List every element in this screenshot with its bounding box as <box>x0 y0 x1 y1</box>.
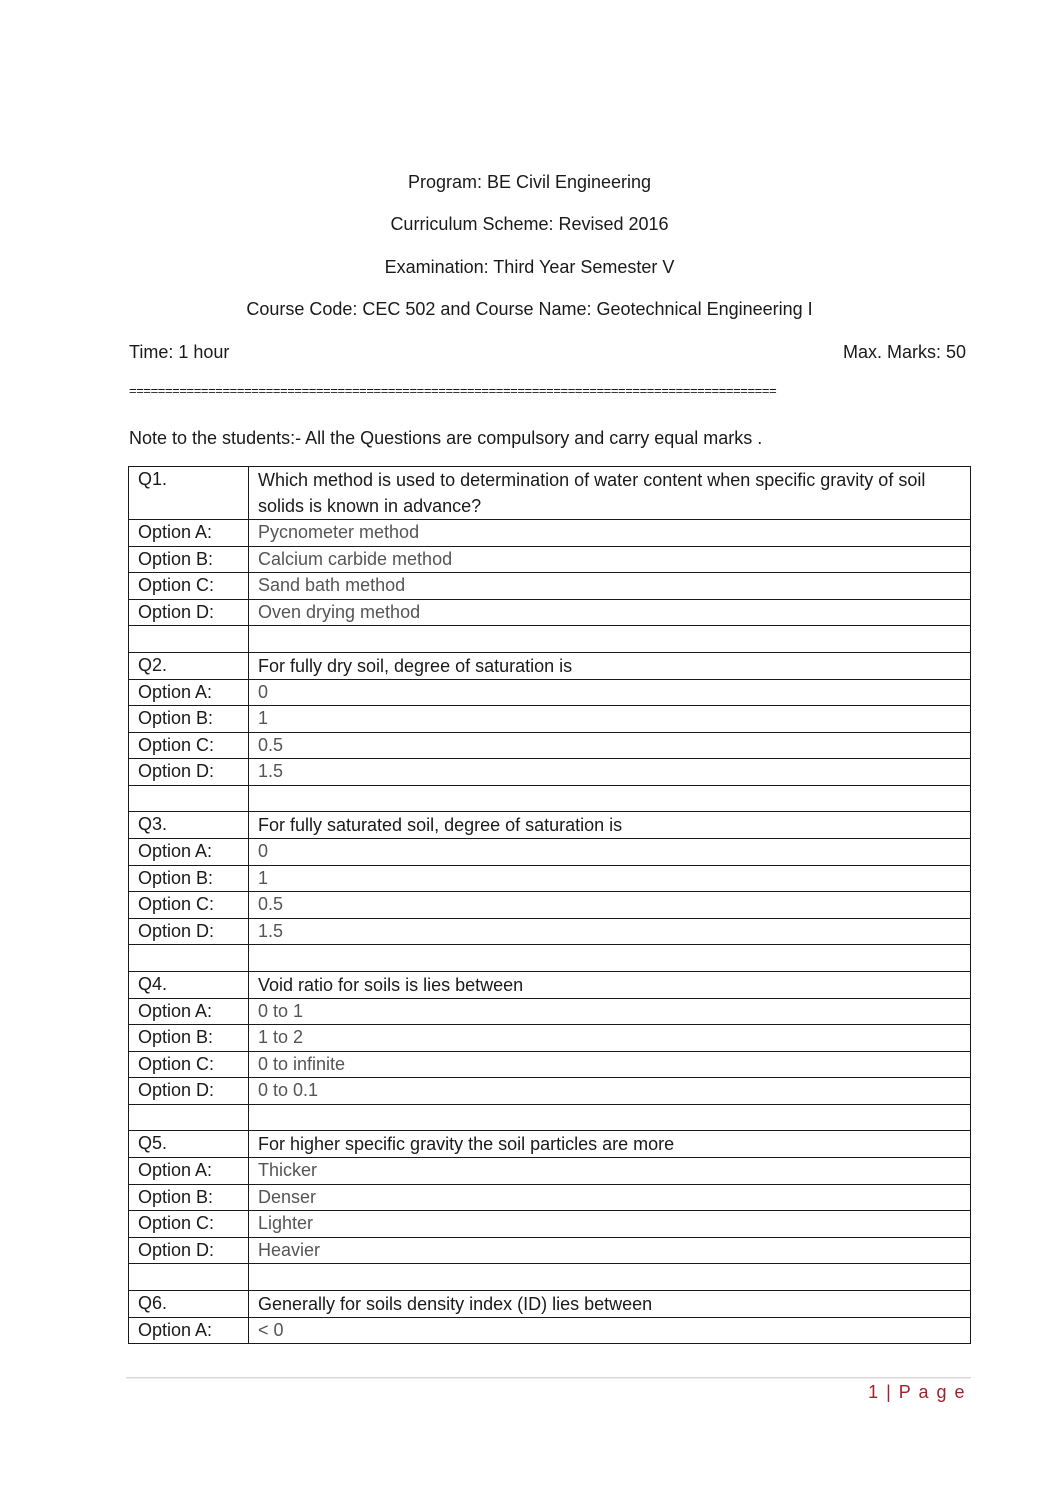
option-text: 0 to infinite <box>249 1051 971 1078</box>
max-marks-label: Max. Marks: 50 <box>842 342 966 362</box>
question-number: Q1. <box>129 467 249 520</box>
question-number: Q3. <box>129 812 249 839</box>
question-text: Which method is used to determination of water content when specific gravity of soil solids is known in advance? <box>249 467 971 520</box>
option-row <box>129 1051 971 1078</box>
option-text: 0 <box>249 679 971 706</box>
option-text: < 0 <box>249 1317 971 1344</box>
option-text: Heavier <box>249 1237 971 1264</box>
option-label: Option D: <box>129 1078 249 1105</box>
empty-cell <box>249 1104 971 1131</box>
option-label: Option C: <box>129 732 249 759</box>
question-number: Q2. <box>129 652 249 679</box>
option-text: Sand bath method <box>249 573 971 600</box>
footer-divider <box>126 1377 971 1379</box>
option-label: Option A: <box>129 520 249 547</box>
option-label: Option B: <box>129 546 249 573</box>
empty-cell <box>129 626 249 653</box>
option-row <box>129 892 971 919</box>
option-row <box>129 1184 971 1211</box>
question-row <box>129 467 971 520</box>
option-text: 0 <box>249 839 971 866</box>
empty-cell <box>249 785 971 812</box>
option-label: Option D: <box>129 759 249 786</box>
option-row <box>129 1158 971 1185</box>
option-row <box>129 839 971 866</box>
question-text: For fully saturated soil, degree of saturation is <box>249 812 971 839</box>
option-label: Option A: <box>129 998 249 1025</box>
option-text: Denser <box>249 1184 971 1211</box>
questions-table <box>128 466 971 1344</box>
option-row <box>129 706 971 733</box>
curriculum-line: Curriculum Scheme: Revised 2016 <box>390 214 669 234</box>
option-row <box>129 1025 971 1052</box>
option-label: Option D: <box>129 599 249 626</box>
option-text: 1.5 <box>249 918 971 945</box>
question-text: Generally for soils density index (ID) lies between <box>249 1290 971 1317</box>
option-label: Option A: <box>129 1158 249 1185</box>
page-number: 1 | P a g e <box>868 1382 966 1402</box>
empty-cell <box>249 626 971 653</box>
spacer-row <box>129 945 971 972</box>
option-label: Option B: <box>129 865 249 892</box>
option-text: 1 to 2 <box>249 1025 971 1052</box>
question-text: For higher specific gravity the soil particles are more <box>249 1131 971 1158</box>
option-text: 1 <box>249 706 971 733</box>
option-row <box>129 998 971 1025</box>
option-text: Pycnometer method <box>249 520 971 547</box>
option-label: Option C: <box>129 573 249 600</box>
option-text: 0.5 <box>249 892 971 919</box>
empty-cell <box>129 945 249 972</box>
empty-cell <box>129 1104 249 1131</box>
program-line: Program: BE Civil Engineering <box>407 172 652 192</box>
question-row <box>129 652 971 679</box>
question-text: Void ratio for soils is lies between <box>249 971 971 998</box>
question-row <box>129 971 971 998</box>
option-text: Calcium carbide method <box>249 546 971 573</box>
question-number: Q6. <box>129 1290 249 1317</box>
option-row <box>129 1078 971 1105</box>
empty-cell <box>249 1264 971 1291</box>
option-row <box>129 865 971 892</box>
time-label: Time: 1 hour <box>129 342 230 362</box>
option-row <box>129 599 971 626</box>
option-text: Thicker <box>249 1158 971 1185</box>
option-label: Option C: <box>129 1211 249 1238</box>
option-text: Oven drying method <box>249 599 971 626</box>
separator-line: ========================================================================================== <box>129 383 777 398</box>
option-label: Option C: <box>129 1051 249 1078</box>
empty-cell <box>129 1264 249 1291</box>
option-row <box>129 918 971 945</box>
option-row <box>129 573 971 600</box>
option-label: Option B: <box>129 706 249 733</box>
option-row <box>129 520 971 547</box>
question-text: For fully dry soil, degree of saturation is <box>249 652 971 679</box>
student-note: Note to the students:- All the Questions are compulsory and carry equal marks . <box>129 428 763 448</box>
course-line: Course Code: CEC 502 and Course Name: Geotechnical Engineering I <box>246 299 813 319</box>
option-label: Option B: <box>129 1025 249 1052</box>
option-row <box>129 679 971 706</box>
option-row <box>129 1237 971 1264</box>
meta-row <box>129 342 966 363</box>
option-label: Option D: <box>129 1237 249 1264</box>
question-row <box>129 1131 971 1158</box>
option-label: Option C: <box>129 892 249 919</box>
option-row <box>129 546 971 573</box>
examination-line: Examination: Third Year Semester V <box>384 257 675 277</box>
option-text: 0 to 1 <box>249 998 971 1025</box>
question-row <box>129 812 971 839</box>
option-text: Lighter <box>249 1211 971 1238</box>
spacer-row <box>129 1104 971 1131</box>
option-text: 1 <box>249 865 971 892</box>
question-row <box>129 1290 971 1317</box>
option-label: Option D: <box>129 918 249 945</box>
option-row <box>129 1211 971 1238</box>
option-label: Option A: <box>129 1317 249 1344</box>
empty-cell <box>129 785 249 812</box>
spacer-row <box>129 626 971 653</box>
spacer-row <box>129 1264 971 1291</box>
empty-cell <box>249 945 971 972</box>
option-label: Option A: <box>129 839 249 866</box>
option-row <box>129 759 971 786</box>
option-label: Option B: <box>129 1184 249 1211</box>
option-text: 0 to 0.1 <box>249 1078 971 1105</box>
option-label: Option A: <box>129 679 249 706</box>
spacer-row <box>129 785 971 812</box>
question-number: Q5. <box>129 1131 249 1158</box>
option-text: 1.5 <box>249 759 971 786</box>
option-row <box>129 1317 971 1344</box>
option-text: 0.5 <box>249 732 971 759</box>
question-number: Q4. <box>129 971 249 998</box>
option-row <box>129 732 971 759</box>
